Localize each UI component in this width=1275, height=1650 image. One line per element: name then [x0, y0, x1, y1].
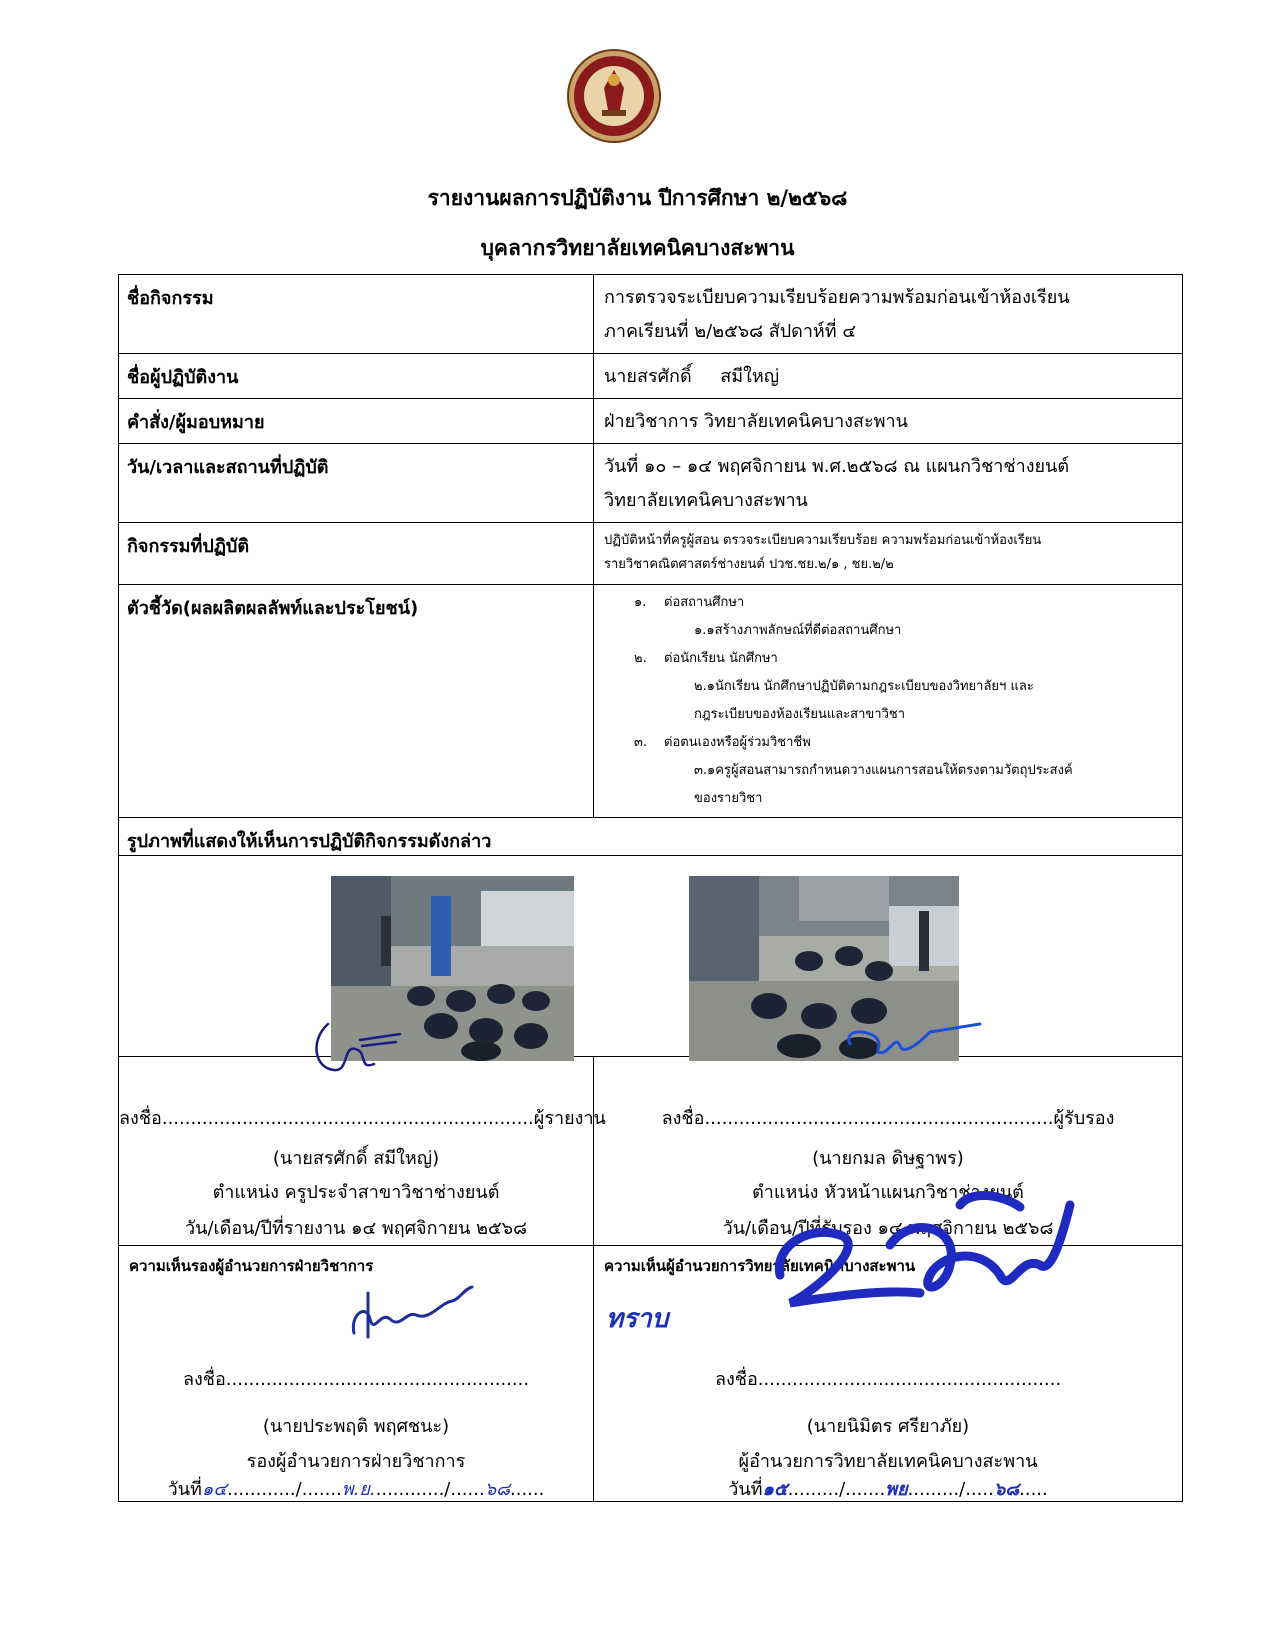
indicator-item — [604, 729, 1172, 757]
director-date-year: ๖๘ — [993, 1479, 1020, 1500]
deputy-position: รองผู้อำนวยการฝ่ายวิชาการ — [246, 1451, 466, 1472]
row-opinions — [119, 1246, 1183, 1502]
label-photos: รูปภาพที่แสดงให้เห็นการปฏิบัติกิจกรรมดังกล่าว — [119, 818, 1183, 856]
value-activity-line1: ปฏิบัติหน้าที่ครูผู้สอน ตรวจระเบียบความเรียบร้อย ความพร้อมก่อนเข้าห้องเรียน — [604, 533, 1042, 548]
value-activity-name-line1: การตรวจระเบียบความเรียบร้อยความพร้อมก่อนเข้าห้องเรียน — [604, 287, 1070, 308]
reporter-signature-cell — [119, 1057, 606, 1246]
deputy-name: (นายประพฤติ พฤศชนะ) — [262, 1416, 450, 1437]
indicator-item — [604, 645, 1172, 673]
activity-photo-1 — [331, 876, 574, 1061]
deputy-date-day: ๑๔ — [201, 1479, 227, 1500]
sign-prefix: ลงชื่อ — [714, 1369, 758, 1390]
indicator-sub: กฎระเบียบของห้องเรียนและสาขาวิชา — [694, 707, 905, 722]
certifier-signature-cell — [594, 1057, 1183, 1246]
certifier-date: วัน/เดือน/ปีที่รับรอง ๑๔ พฤศจิกายน ๒๕๖๘ — [722, 1218, 1054, 1239]
certifier-sign-line: ลงชื่อ.............................................................ผู้รับรอง — [661, 1108, 1115, 1129]
indicator-sub: ๒.๑นักเรียน นักศึกษาปฏิบัติตามกฎระเบียบของวิทยาลัยฯ และ — [694, 679, 1034, 694]
certifier-position: ตำแหน่ง หัวหน้าแผนกวิชาช่างยนต์ — [752, 1182, 1024, 1203]
sign-prefix: ลงชื่อ — [119, 1108, 162, 1129]
reporter-position: ตำแหน่ง ครูประจำสาขาวิชาช่างยนต์ — [212, 1182, 500, 1203]
row-performer — [119, 354, 1183, 399]
row-activity-name — [119, 275, 1183, 354]
college-seal-logo — [566, 48, 662, 144]
reporter-date: วัน/เดือน/ปีที่รายงาน ๑๔ พฤศจิกายน ๒๕๖๘ — [185, 1218, 527, 1239]
director-position: ผู้อำนวยการวิทยาลัยเทคนิคบางสะพาน — [738, 1451, 1038, 1472]
photos-cell — [119, 856, 1183, 1057]
date-prefix: วันที่ — [728, 1479, 763, 1500]
sign-prefix: ลงชื่อ — [182, 1369, 226, 1390]
value-datetime-place — [594, 444, 1183, 523]
row-photos — [119, 856, 1183, 1057]
value-datetime-line2: วิทยาลัยเทคนิคบางสะพาน — [604, 490, 808, 511]
reporter-sign-line: ลงชื่อ.................................................................ผู้รายงาน — [119, 1108, 606, 1129]
indicator-sub: ๑.๑สร้างภาพลักษณ์ที่ดีต่อสถานศึกษา — [694, 623, 902, 638]
indicator-sub: ของรายวิชา — [694, 791, 763, 806]
indicator-item — [604, 589, 1172, 617]
label-datetime-place: วัน/เวลาและสถานที่ปฏิบัติ — [119, 444, 594, 523]
deputy-date-year: ๖๘ — [484, 1479, 510, 1500]
report-subtitle: บุคลากรวิทยาลัยเทคนิคบางสะพาน — [480, 236, 795, 260]
value-indicators — [594, 585, 1183, 818]
director-opinion-title: ความเห็นผู้อำนวยการวิทยาลัยเทคนิคบางสะพาน — [604, 1257, 916, 1275]
indicator-text: ต่อตนเองหรือผู้ร่วมวิชาชีพ — [664, 735, 811, 750]
row-signatures — [119, 1057, 1183, 1246]
row-indicators — [119, 585, 1183, 818]
deputy-opinion-title: ความเห็นรองผู้อำนวยการฝ่ายวิชาการ — [129, 1257, 374, 1275]
photos-container — [119, 856, 1182, 1056]
deputy-date-line: วันที่๑๔............/.......พ.ย............./......๖๘...... — [167, 1479, 545, 1500]
reporter-role: ผู้รายงาน — [533, 1108, 606, 1129]
sign-prefix: ลงชื่อ — [661, 1108, 705, 1129]
row-activity — [119, 523, 1183, 585]
indicator-num: ๑. — [634, 595, 647, 610]
row-datetime-place — [119, 444, 1183, 523]
value-performer: นายสรศักดิ์ สมีใหญ่ — [594, 354, 1183, 399]
activity-photo-2 — [689, 876, 959, 1061]
indicator-text: ต่อนักเรียน นักศึกษา — [664, 651, 778, 666]
deputy-opinion-cell — [119, 1246, 594, 1502]
value-datetime-line1: วันที่ ๑๐ – ๑๔ พฤศจิกายน พ.ศ.๒๕๖๘ ณ แผนกวิชาช่างยนต์ — [604, 456, 1070, 477]
reporter-name: (นายสรศักดิ์ สมีใหญ่) — [272, 1148, 440, 1169]
director-opinion-cell — [594, 1246, 1183, 1502]
deputy-date-month: พ.ย. — [341, 1479, 376, 1500]
value-activity — [594, 523, 1183, 585]
director-date-day: ๑๕ — [762, 1479, 788, 1500]
value-order: ฝ่ายวิชาการ วิทยาลัยเทคนิคบางสะพาน — [594, 399, 1183, 444]
certifier-name: (นายกมล ดิษฐาพร) — [812, 1148, 964, 1169]
value-activity-line2: รายวิชาคณิตศาสตร์ช่างยนต์ ปวช.ชย.๒/๑ , ชย.๒/๒ — [604, 557, 894, 572]
report-table — [118, 274, 1183, 1502]
certifier-role: ผู้รับรอง — [1053, 1108, 1115, 1129]
label-activity: กิจกรรมที่ปฏิบัติ — [119, 523, 594, 585]
value-activity-name — [594, 275, 1183, 354]
director-name: (นายนิมิตร ศรียาภัย) — [806, 1416, 970, 1437]
director-date-month: พย — [885, 1479, 908, 1500]
indicator-sub: ๓.๑ครูผู้สอนสามารถกำหนดวางแผนการสอนให้ตรงตามวัตถุประสงค์ — [694, 763, 1073, 778]
label-activity-name: ชื่อกิจกรรม — [119, 275, 594, 354]
director-sign-line: ลงชื่อ..................................................... — [714, 1369, 1062, 1390]
indicator-num: ๓. — [634, 735, 648, 750]
report-title: รายงานผลการปฏิบัติงาน ปีการศึกษา ๒/๒๕๖๘ — [427, 186, 848, 210]
row-photos-label — [119, 818, 1183, 856]
director-date-line: วันที่๑๕........./.......พย........./.....๖๘..... — [728, 1479, 1048, 1500]
director-handwritten-note: ทราบ — [606, 1304, 669, 1334]
date-prefix: วันที่ — [167, 1479, 202, 1500]
label-indicators: ตัวชี้วัด(ผลผลิตผลลัพท์และประโยชน์) — [119, 585, 594, 818]
label-performer: ชื่อผู้ปฏิบัติงาน — [119, 354, 594, 399]
row-order — [119, 399, 1183, 444]
value-activity-name-line2: ภาคเรียนที่ ๒/๒๕๖๘ สัปดาห์ที่ ๔ — [604, 321, 857, 342]
label-order: คำสั่ง/ผู้มอบหมาย — [119, 399, 594, 444]
indicator-num: ๒. — [634, 651, 647, 666]
indicator-text: ต่อสถานศึกษา — [664, 595, 745, 610]
deputy-sign-line: ลงชื่อ..................................................... — [182, 1369, 530, 1390]
